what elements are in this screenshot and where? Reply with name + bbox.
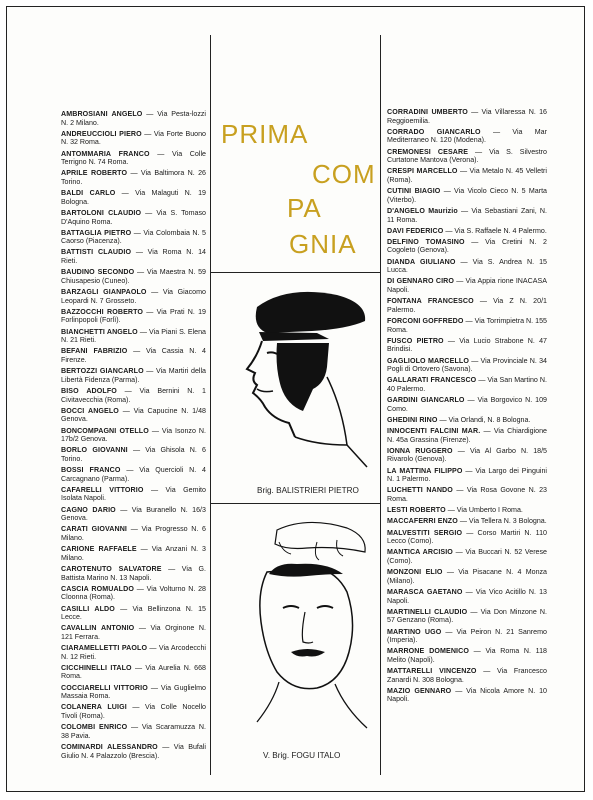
divider-portraits bbox=[210, 503, 381, 504]
entry-name: CASCIA ROMUALDO bbox=[61, 584, 134, 593]
roster-entry bbox=[61, 565, 206, 582]
entry-address: — Via Orlandi, N. 8 Bologna. bbox=[439, 415, 531, 424]
roster-entry bbox=[61, 545, 206, 562]
roster-entry bbox=[61, 703, 206, 720]
roster-entry bbox=[387, 687, 547, 704]
entry-name: FUSCO PIETRO bbox=[387, 336, 444, 345]
entry-address: — Via Anzani N. 3 Milano. bbox=[61, 545, 206, 562]
entry-name: BONCOMPAGNI OTELLO bbox=[61, 426, 149, 435]
roster-entry bbox=[61, 229, 206, 246]
entry-address: — Via Don Minzone N. 57 Genzano (Roma). bbox=[387, 607, 547, 625]
roster-entry bbox=[387, 568, 547, 585]
entry-name: DIANDA GIULIANO bbox=[387, 257, 456, 266]
entry-name: GHEDINI RINO bbox=[387, 415, 438, 424]
entry-name: AMBROSIANI ANGELO bbox=[61, 110, 143, 118]
portrait-fogu-illustration bbox=[217, 512, 377, 742]
divider-title bbox=[210, 272, 381, 273]
entry-address: — Via Peiron N. 21 Sanremo (Imperia). bbox=[387, 627, 547, 645]
roster-entry bbox=[387, 416, 547, 425]
title-line-2: COM bbox=[312, 159, 376, 189]
roster-entry bbox=[61, 723, 206, 740]
entry-name: GARDINI GIANCARLO bbox=[387, 396, 465, 405]
entry-name: CIARAMELLETTI PAOLO bbox=[61, 644, 148, 653]
entry-name: D'ANGELO Maurizio bbox=[387, 206, 458, 215]
entry-name: MARRONE DOMENICO bbox=[387, 647, 469, 656]
roster-entry bbox=[387, 447, 547, 464]
roster-entry bbox=[387, 506, 547, 515]
entry-name: CARATI GIOVANNI bbox=[61, 525, 127, 534]
entry-address: — Via Z N. 20/1 Palermo. bbox=[387, 297, 547, 314]
entry-address: — Via Bernini N. 1 Civitavecchia (Roma). bbox=[61, 386, 206, 404]
roster-entry bbox=[387, 376, 547, 393]
entry-address: — Via Scaramuzza N. 38 Pavia. bbox=[61, 723, 206, 740]
entry-address: — Via S. Silvestro Curtatone Mantova (Verona). bbox=[387, 147, 547, 165]
entry-name: BOCCI ANGELO bbox=[61, 406, 119, 415]
entry-name: DI GENNARO CIRO bbox=[387, 277, 455, 286]
roster-entry bbox=[387, 207, 547, 224]
entry-address: — Via Appia rione INACASA Napoli. bbox=[387, 277, 547, 295]
entry-name: BARTOLONI CLAUDIO bbox=[61, 208, 142, 217]
entry-address: — Via Giacomo Leopardi N. 7 Grosseto. bbox=[61, 288, 206, 305]
roster-entry bbox=[387, 167, 547, 184]
roster-entry bbox=[61, 169, 206, 186]
entry-name: BARZAGLI GIANPAOLO bbox=[61, 288, 147, 297]
entry-name: FONTANA FRANCESCO bbox=[387, 297, 474, 306]
entry-address: — Via Cassia N. 4 Firenze. bbox=[61, 347, 206, 364]
roster-entry bbox=[61, 427, 206, 444]
roster-entry bbox=[387, 667, 547, 684]
entry-address: — Via Metalo N. 45 Velletri (Roma). bbox=[387, 167, 547, 184]
entry-name: COCCIARELLI VITTORIO bbox=[61, 683, 148, 692]
entry-name: FORCONI GOFFREDO bbox=[387, 317, 464, 325]
entry-address: — Via Al Garbo N. 18/5 Rivarolo (Genova). bbox=[387, 446, 547, 464]
entry-name: COLOMBI ENRICO bbox=[61, 723, 128, 732]
entry-address: — Via Vico Acitillo N. 13 Napoli. bbox=[387, 587, 547, 605]
entry-name: BORLO GIOVANNI bbox=[61, 446, 128, 455]
entry-address: — Via G. Battista Marino N. 13 Napoli. bbox=[61, 564, 206, 582]
roster-entry bbox=[387, 238, 547, 255]
divider-right bbox=[380, 35, 381, 775]
entry-name: BISO ADOLFO bbox=[61, 386, 117, 395]
entry-address: — Via Progresso N. 6 Milano. bbox=[61, 525, 206, 542]
roster-entry bbox=[61, 624, 206, 641]
roster-entry bbox=[61, 743, 206, 760]
roster-entry bbox=[61, 506, 206, 523]
entry-address: — Via Umberto I Roma. bbox=[447, 506, 523, 515]
entry-address: — Via Prati N. 19 Forlinpopoli (Forlì). bbox=[61, 307, 206, 325]
roster-entry bbox=[61, 407, 206, 424]
entry-address: — Via Lucio Strabone N. 47 Brindisi. bbox=[387, 336, 547, 354]
entry-name: CASILLI ALDO bbox=[61, 604, 115, 613]
roster-entry bbox=[61, 605, 206, 622]
entry-name: GAGLIOLO MARCELLO bbox=[387, 356, 469, 365]
entry-address: — Via Buccari N. 52 Verese (Como). bbox=[387, 548, 547, 565]
roster-entry bbox=[61, 585, 206, 602]
roster-entry bbox=[61, 367, 206, 384]
caption-fogu: V. Brig. FOGU ITALO bbox=[263, 751, 341, 760]
roster-entry bbox=[387, 128, 547, 145]
entry-address: — Via Villaressa N. 16 Reggioemilia. bbox=[387, 108, 547, 125]
entry-name: BOSSI FRANCO bbox=[61, 466, 121, 475]
entry-name: BIANCHETTI ANGELO bbox=[61, 327, 138, 336]
entry-name: CRESPI MARCELLO bbox=[387, 167, 458, 176]
roster-entry bbox=[387, 608, 547, 625]
entry-name: MONZONI ELIO bbox=[387, 568, 443, 577]
entry-address: — Via Gemito Isolata Napoli. bbox=[61, 485, 206, 503]
entry-address: — Via Quercioli N. 4 Carcagnano (Parma). bbox=[61, 466, 206, 483]
entry-name: CORRADINI UMBERTO bbox=[387, 108, 468, 116]
entry-address: — Corso Martiri N. 110 Lecco (Como). bbox=[387, 528, 547, 546]
entry-address: — Via Roma N. 14 Rieti. bbox=[61, 248, 206, 266]
roster-entry bbox=[61, 288, 206, 305]
entry-address: — Via Volturno N. 28 Cloonna (Roma). bbox=[61, 584, 206, 602]
roster-entry bbox=[61, 110, 206, 127]
roster-entry bbox=[61, 466, 206, 483]
roster-entry bbox=[61, 248, 206, 265]
roster-entry bbox=[387, 357, 547, 374]
entry-address: — Via Arcodecchi N. 12 Rieti. bbox=[61, 644, 206, 661]
roster-entry bbox=[387, 277, 547, 294]
entry-address: — Via Cretini N. 2 Cogoleto (Genova). bbox=[387, 237, 547, 255]
roster-entry bbox=[387, 396, 547, 413]
roster-entry bbox=[61, 684, 206, 701]
roster-entry bbox=[387, 148, 547, 165]
roster-entry bbox=[387, 486, 547, 503]
roster-entry bbox=[387, 227, 547, 236]
roster-left-column bbox=[61, 110, 206, 763]
entry-name: MANTICA ARCISIO bbox=[387, 548, 453, 557]
entry-name: MAZIO GENNARO bbox=[387, 686, 452, 695]
entry-address: — Via Provinciale N. 34 Pogli di Ortovero (Savona). bbox=[387, 356, 547, 374]
entry-name: DAVI FEDERICO bbox=[387, 226, 444, 235]
roster-entry bbox=[387, 108, 547, 125]
roster-entry bbox=[61, 189, 206, 206]
entry-name: MACCAFERRI ENZO bbox=[387, 517, 458, 526]
entry-name: BERTOZZI GIANCARLO bbox=[61, 367, 144, 376]
entry-address: — Via Buranello N. 16/3 Genova. bbox=[61, 505, 206, 523]
entry-address: — Via Martiri della Libertà Fidenza (Parma). bbox=[61, 367, 206, 384]
entry-name: MATTARELLI VINCENZO bbox=[387, 667, 477, 676]
entry-name: CAGNO DARIO bbox=[61, 505, 116, 514]
entry-name: BAUDINO SECONDO bbox=[61, 268, 135, 277]
entry-address: — Via S. Tomaso D'Aquino Roma. bbox=[61, 208, 206, 226]
roster-entry bbox=[387, 628, 547, 645]
entry-name: MALVESTITI SERGIO bbox=[387, 528, 463, 537]
roster-entry bbox=[61, 387, 206, 404]
entry-name: LUCHETTI NANDO bbox=[387, 486, 453, 495]
caption-balistrieri: Brig. BALISTRIERI PIETRO bbox=[257, 486, 359, 495]
entry-address: — Via Bellinzona N. 15 Lecce. bbox=[61, 604, 206, 622]
entry-name: ANTOMMARIA FRANCO bbox=[61, 149, 150, 158]
entry-address: — Via Baltimora N. 26 Torino. bbox=[61, 169, 206, 186]
entry-address: — Via Pisacane N. 4 Monza (Milano). bbox=[387, 568, 548, 585]
entry-address: — Via Colombaia N. 5 Caorso (Piacenza). bbox=[61, 228, 206, 246]
entry-name: CREMONESI CESARE bbox=[387, 147, 469, 156]
roster-entry bbox=[387, 427, 547, 444]
entry-name: APRILE ROBERTO bbox=[61, 169, 128, 178]
title-line-4: GNIA bbox=[289, 229, 357, 259]
entry-address: — Via Tellera N. 3 Bologna. bbox=[459, 517, 547, 526]
divider-left bbox=[210, 35, 211, 775]
entry-address: — Via Aurelia N. 668 Roma. bbox=[61, 663, 206, 681]
roster-entry bbox=[387, 337, 547, 354]
entry-name: MARTINO UGO bbox=[387, 627, 442, 636]
entry-address: — Via Guglielmo Massaia Roma. bbox=[61, 683, 206, 701]
roster-entry bbox=[61, 209, 206, 226]
entry-name: CAROTENUTO SALVATORE bbox=[61, 564, 162, 573]
entry-name: BALDI CARLO bbox=[61, 189, 116, 198]
entry-name: ANDREUCCIOLI PIERO bbox=[61, 129, 142, 138]
entry-address: — Via Colle Terrigno N. 74 Roma. bbox=[61, 149, 206, 167]
entry-name: CAFARELLI VITTORIO bbox=[61, 485, 144, 494]
roster-entry bbox=[61, 486, 206, 503]
entry-address: — Via Capucine N. 1/48 Genova. bbox=[61, 406, 206, 424]
roster-entry bbox=[387, 297, 547, 314]
entry-address: — Via Forte Buono N. 32 Roma. bbox=[61, 129, 206, 147]
entry-address: — Via Nicola Amore N. 10 Napoli. bbox=[387, 686, 547, 704]
entry-name: MARTINELLI CLAUDIO bbox=[387, 607, 468, 616]
roster-entry bbox=[387, 548, 547, 565]
entry-name: CORRADO GIANCARLO bbox=[387, 127, 481, 136]
entry-name: INNOCENTI FALCINI MAR. bbox=[387, 427, 481, 436]
roster-right-column bbox=[387, 108, 547, 707]
entry-address: — Via Roma N. 118 Melito (Napoli). bbox=[387, 647, 547, 664]
entry-address: — Via Sebastiani Zani, N. 11 Roma. bbox=[387, 206, 547, 224]
entry-address: — Via Orginone N. 121 Ferrara. bbox=[61, 624, 206, 641]
roster-entry bbox=[61, 308, 206, 325]
entry-name: LESTI ROBERTO bbox=[387, 506, 446, 515]
entry-name: LA MATTINA FILIPPO bbox=[387, 466, 463, 475]
roster-entry bbox=[387, 588, 547, 605]
title-line-1: PRIMA bbox=[221, 119, 309, 149]
roster-entry bbox=[61, 664, 206, 681]
entry-address: — Via Borgovico N. 109 Como. bbox=[387, 396, 547, 413]
entry-address: — Via Rosa Govone N. 23 Roma. bbox=[387, 486, 548, 504]
title-line-3: PA bbox=[287, 193, 322, 223]
entry-address: — Via Ghisola N. 6 Torino. bbox=[61, 446, 206, 463]
entry-address: — Via Pesta-lozzi N. 2 Milano. bbox=[61, 110, 206, 127]
document-page bbox=[6, 6, 585, 792]
entry-name: BATTAGLIA PIETRO bbox=[61, 228, 132, 237]
roster-entry bbox=[61, 268, 206, 285]
roster-entry bbox=[61, 328, 206, 345]
entry-name: BATTISTI CLAUDIO bbox=[61, 248, 132, 257]
roster-entry bbox=[387, 529, 547, 546]
portrait-balistrieri-illustration bbox=[217, 277, 377, 477]
entry-address: — Via Vicolo Cieco N. 5 Marta (Viterbo). bbox=[387, 187, 547, 204]
roster-entry bbox=[387, 647, 547, 664]
entry-address: — Via Francesco Zanardi N. 308 Bologna. bbox=[387, 667, 547, 684]
entry-name: GALLARATI FRANCESCO bbox=[387, 376, 477, 385]
entry-address: — Via S. Andrea N. 15 Lucca. bbox=[387, 257, 547, 275]
roster-entry bbox=[61, 347, 206, 364]
entry-address: — Via Colle Nocello Tivoli (Roma). bbox=[61, 703, 206, 721]
entry-name: BEFANI FABRIZIO bbox=[61, 347, 128, 356]
entry-name: CARIONE RAFFAELE bbox=[61, 545, 137, 554]
roster-entry bbox=[387, 187, 547, 204]
entry-address: — Via Bufali Giulio N. 4 Palazzolo (Brescia). bbox=[61, 743, 206, 760]
entry-name: IONNA RUGGERO bbox=[387, 446, 453, 455]
roster-entry bbox=[387, 258, 547, 275]
entry-name: BAZZOCCHI ROBERTO bbox=[61, 307, 144, 316]
entry-address: — Via Isonzo N. 17b/2 Genova. bbox=[61, 426, 206, 444]
entry-address: — Via Piani S. Elena N. 21 Rieti. bbox=[61, 327, 206, 345]
roster-entry bbox=[61, 525, 206, 542]
roster-entry bbox=[61, 644, 206, 661]
entry-address: — Via Maestra N. 59 Chiusapesio (Cuneo). bbox=[61, 268, 206, 285]
entry-name: CAVALLIN ANTONIO bbox=[61, 624, 135, 633]
entry-name: CICCHINELLI ITALO bbox=[61, 663, 132, 672]
entry-name: COMINARDI ALESSANDRO bbox=[61, 743, 158, 751]
roster-entry bbox=[387, 317, 547, 334]
roster-entry bbox=[387, 467, 547, 484]
entry-address: — Via Chiardigione N. 45a Grassina (Firenze). bbox=[387, 427, 547, 444]
entry-address: — Via Mar Mediterraneo N. 120 (Modena). bbox=[387, 127, 547, 145]
entry-name: CUTINI BIAGIO bbox=[387, 187, 441, 196]
entry-address: — Via Largo dei Pinguini N. 1 Palermo. bbox=[387, 466, 547, 484]
entry-address: — Via San Martino N. 40 Palermo. bbox=[387, 376, 547, 393]
roster-entry bbox=[61, 130, 206, 147]
roster-entry bbox=[61, 446, 206, 463]
entry-name: COLANERA LUIGI bbox=[61, 703, 127, 712]
entry-name: DELFINO TOMASINO bbox=[387, 237, 465, 246]
entry-address: — Via S. Raffaele N. 4 Palermo. bbox=[445, 226, 547, 235]
entry-name: MARASCA GAETANO bbox=[387, 587, 463, 596]
entry-address: — Via Malaguti N. 19 Bologna. bbox=[61, 189, 206, 206]
entry-address: — Via Torrimpietra N. 155 Roma. bbox=[387, 317, 547, 334]
roster-entry bbox=[387, 517, 547, 526]
roster-entry bbox=[61, 150, 206, 167]
